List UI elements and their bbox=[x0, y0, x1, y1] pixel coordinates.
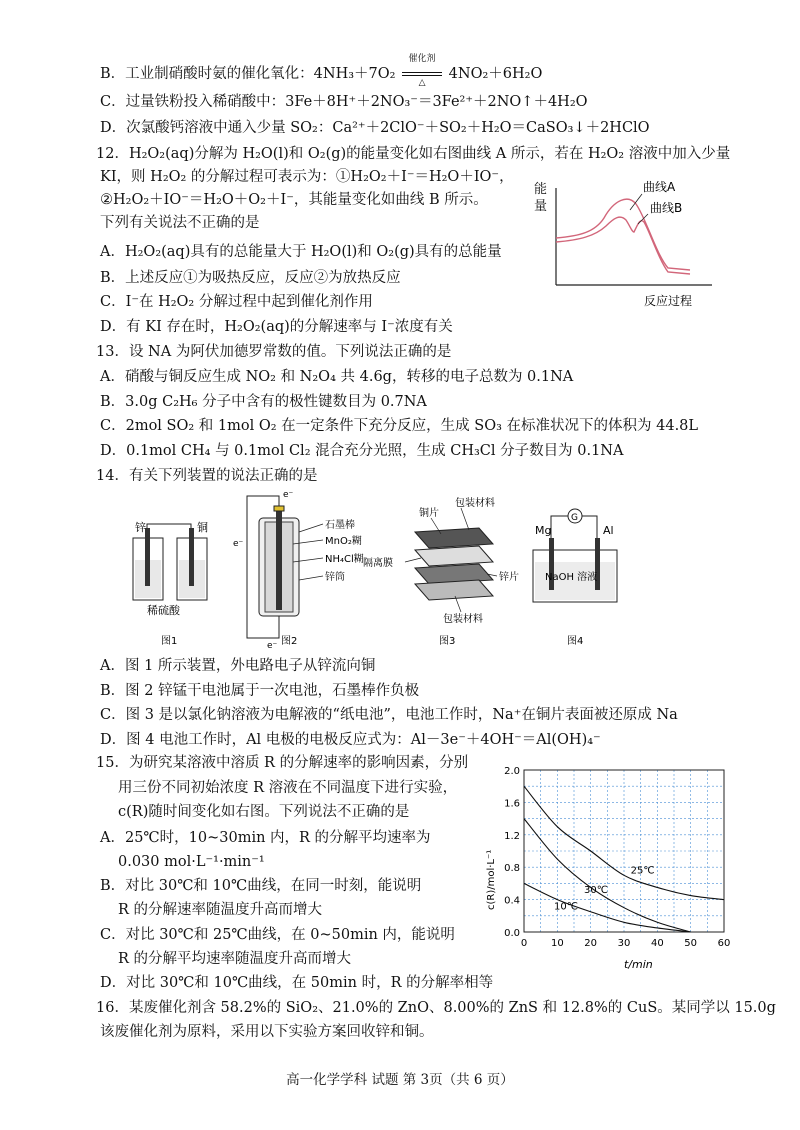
fig3-zn-sheet bbox=[415, 564, 493, 584]
fig3-pointer-pack1 bbox=[461, 508, 469, 530]
fig1-caption: 图1 bbox=[161, 636, 178, 647]
x-tick-label: 10 bbox=[550, 938, 564, 949]
q14-stem: 14．有关下列装置的说法正确的是 bbox=[96, 468, 318, 484]
fig3-zn-label: 锌片 bbox=[499, 572, 519, 583]
q13-option-d: D．0.1mol CH₄ 与 0.1mol Cl₂ 混合充分光照，生成 CH₃Cl 分子数目为 0.1NA bbox=[100, 443, 624, 459]
q14-option-c: C．图 3 是以氯化钠溶液为电解液的“纸电池”，电池工作时，Na⁺在铜片表面被还原成 Na bbox=[100, 707, 678, 723]
fig1-zn-electrode bbox=[145, 528, 150, 586]
q15-option-b: B．对比 30℃和 10℃曲线，在同一时刻，能说明 bbox=[100, 878, 422, 894]
q13-option-b: B．3.0g C₂H₆ 分子中含有的极性键数目为 0.7NA bbox=[100, 394, 427, 410]
q11-b-text-part: B．工业制硝酸时氨的催化氧化：4NH₃＋7O₂ bbox=[100, 66, 396, 82]
q14-option-d: D．图 4 电池工作时，Al 电极的电极反应式为：Al－3e⁻＋4OH⁻＝Al(OH)₄⁻ bbox=[100, 732, 601, 748]
page-footer: 高一化学学科 试题 第 3页（共 6 页） bbox=[286, 1072, 514, 1088]
fig4-g-label: G bbox=[571, 513, 578, 523]
fig3-cu-label: 铜片 bbox=[419, 508, 439, 519]
series-label-10℃: 10℃ bbox=[554, 901, 578, 913]
fig2-caption: 图2 bbox=[281, 636, 298, 647]
q12-option-d: D．有 KI 存在时，H₂O₂(aq)的分解速率与 I⁻浓度有关 bbox=[100, 319, 453, 335]
fig3-separator-label: 隔离膜 bbox=[363, 558, 393, 569]
x-tick-label: 0 bbox=[520, 938, 528, 949]
q12-option-a: A．H₂O₂(aq)具有的总能量大于 H₂O(l)和 O₂(g)具有的总能量 bbox=[100, 244, 502, 260]
y-tick-label: 0.0 bbox=[504, 928, 520, 939]
q13-option-c: C．2mol SO₂ 和 1mol O₂ 在一定条件下充分反应，生成 SO₃ 在标准状况下的体积为 44.8L bbox=[100, 418, 699, 434]
fig1-wire bbox=[147, 524, 191, 528]
fig3-pack-bottom bbox=[415, 580, 493, 600]
series-label-30℃: 30℃ bbox=[584, 885, 608, 897]
q11-option-c: C．过量铁粉投入稀硝酸中：3Fe＋8H⁺＋2NO₃⁻＝3Fe²⁺＋2NO↑＋4H₂O bbox=[100, 94, 588, 110]
q12-option-b: B．上述反应①为吸热反应，反应②为放热反应 bbox=[100, 270, 401, 286]
fig1-cu-label: 铜 bbox=[197, 521, 208, 534]
y-tick-label: 1.6 bbox=[504, 798, 520, 810]
q11-option-b bbox=[100, 54, 543, 88]
heat-label: △ bbox=[418, 78, 426, 88]
q16-stem-line1: 16．某废催化剂含 58.2%的 SiO₂、21.0%的 ZnO、8.00%的 ZnS 和 12.8%的 CuS。某同学以 15.0g bbox=[96, 1000, 776, 1016]
x-tick-label: 60 bbox=[717, 938, 731, 949]
curve-b-label: 曲线B bbox=[650, 201, 683, 215]
q15-option-d: D．对比 30℃和 10℃曲线，在 50min 时，R 的分解率相等 bbox=[100, 975, 494, 991]
fig3-separator bbox=[415, 546, 493, 566]
fig3-pointer-separator bbox=[405, 558, 421, 562]
q15-option-a-rate: 0.030 mol·L⁻¹·min⁻¹ bbox=[118, 854, 265, 870]
q15-stem-line3: c(R)随时间变化如右图。下列说法不正确的是 bbox=[118, 804, 410, 820]
figure-2 bbox=[233, 490, 364, 650]
curve-a-label: 曲线A bbox=[643, 180, 676, 194]
q12-stem-line3: ②H₂O₂＋IO⁻＝H₂O＋O₂＋I⁻，其能量变化如曲线 B 所示。 bbox=[100, 192, 488, 208]
fig2-electron-top: e⁻ bbox=[283, 490, 294, 500]
q12-stem-line1: 12．H₂O₂(aq)分解为 H₂O(l)和 O₂(g)的能量变化如右图曲线 A 所示，若在 H₂O₂ 溶液中加入少量 bbox=[96, 146, 731, 162]
q12-stem-line2: KI，则 H₂O₂ 的分解过程可表示为：①H₂O₂＋I⁻＝H₂O＋IO⁻， bbox=[100, 169, 514, 185]
fig4-caption: 图4 bbox=[567, 636, 584, 647]
x-tick-label: 50 bbox=[684, 938, 698, 949]
q13-stem: 13．设 NA 为阿伏加德罗常数的值。下列说法正确的是 bbox=[96, 344, 452, 360]
fig4-al-label: Al bbox=[603, 524, 614, 537]
curve-a-pointer bbox=[630, 194, 642, 210]
x-tick-label: 30 bbox=[617, 938, 631, 949]
q15-option-c-cont: R 的分解平均速率随温度升高而增大 bbox=[118, 951, 352, 967]
fig1-cu-electrode bbox=[189, 528, 194, 586]
q14-option-b: B．图 2 锌锰干电池属于一次电池，石墨棒作负极 bbox=[100, 683, 420, 699]
fig2-pointer-zn bbox=[299, 576, 323, 580]
q13-option-a: A．硝酸与铜反应生成 NO₂ 和 N₂O₄ 共 4.6g，转移的电子总数为 0.1NA bbox=[100, 369, 574, 385]
x-axis-title: t/min bbox=[624, 958, 653, 971]
y-tick-label: 0.4 bbox=[504, 895, 520, 907]
fig4-mg-label: Mg bbox=[535, 524, 552, 537]
series-label-25℃: 25℃ bbox=[630, 865, 655, 877]
fig2-electron-left: e⁻ bbox=[233, 539, 244, 549]
y-tick-label: 0.8 bbox=[504, 863, 520, 875]
q12-stem-line4: 下列有关说法不正确的是 bbox=[100, 215, 260, 231]
fig2-nh4cl-label: NH₄Cl糊 bbox=[325, 554, 364, 565]
fig4-naoh-label: NaOH 溶液 bbox=[545, 572, 598, 583]
fig2-graphite-rod bbox=[276, 510, 282, 610]
figure-4 bbox=[533, 509, 617, 647]
fig3-cu-sheet bbox=[415, 528, 493, 548]
figure-3 bbox=[363, 496, 519, 647]
x-tick-label: 40 bbox=[650, 938, 664, 949]
chart-axes bbox=[504, 766, 730, 949]
q15-stem-line1: 15．为研究某溶液中溶质 R 的分解速率的影响因素，分别 bbox=[96, 755, 469, 771]
energy-diagram bbox=[540, 180, 720, 310]
chart-labels bbox=[554, 866, 655, 913]
reaction-condition bbox=[400, 54, 444, 88]
fig3-pack2-label: 包装材料 bbox=[443, 614, 483, 625]
fig2-graphite-label: 石墨棒 bbox=[325, 520, 355, 531]
y-axis-title: c(R)/mol·L⁻¹ bbox=[486, 849, 497, 910]
y-tick-label: 1.2 bbox=[504, 830, 520, 842]
q16-stem-line2: 该废催化剂为原料，采用以下实验方案回收锌和铜。 bbox=[100, 1024, 434, 1040]
fig2-electron-bottom: e⁻ bbox=[267, 641, 278, 650]
curve-b-path bbox=[556, 217, 690, 274]
fig2-mno2-label: MnO₂糊 bbox=[325, 536, 362, 547]
y-tick-label: 2.0 bbox=[504, 766, 520, 777]
q15-option-b-cont: R 的分解速率随温度升高而增大 bbox=[118, 902, 323, 918]
q15-option-c: C．对比 30℃和 25℃曲线，在 0~50min 内，能说明 bbox=[100, 927, 455, 943]
fig3-caption: 图3 bbox=[439, 636, 456, 647]
fig4-wire-right bbox=[582, 516, 597, 538]
q11-b-product: 4NO₂＋6H₂O bbox=[448, 66, 543, 82]
fig4-wire-left bbox=[551, 516, 568, 538]
fig3-pack1-label: 包装材料 bbox=[455, 498, 495, 509]
fig2-zn-label: 锌筒 bbox=[325, 572, 345, 583]
q15-stem-line2: 用三份不同初始浓度 R 溶液在不同温度下进行实验， bbox=[118, 780, 458, 796]
x-tick-label: 20 bbox=[584, 938, 598, 949]
q11-option-d: D．次氯酸钙溶液中通入少量 SO₂：Ca²⁺＋2ClO⁻＋SO₂＋H₂O＝CaSO₃↓＋2HClO bbox=[100, 120, 650, 136]
q12-option-c: C．I⁻在 H₂O₂ 分解过程中起到催化剂作用 bbox=[100, 294, 373, 310]
catalyst-label: 催化剂 bbox=[408, 54, 436, 64]
device-figures bbox=[125, 488, 765, 650]
fig2-pointer-graphite bbox=[299, 524, 323, 532]
energy-x-label: 反应过程 bbox=[644, 294, 693, 308]
concentration-chart bbox=[482, 760, 752, 972]
q14-option-a: A．图 1 所示装置，外电路电子从锌流向铜 bbox=[100, 658, 376, 674]
q15-option-a: A．25℃时，10~30min 内，R 的分解平均速率为 bbox=[100, 830, 431, 846]
energy-y-label: 能量 bbox=[534, 182, 548, 214]
figure-1 bbox=[133, 520, 208, 647]
fig1-zn-label: 锌 bbox=[135, 521, 146, 534]
fig2-cap bbox=[274, 506, 284, 511]
fig1-acid-label: 稀硫酸 bbox=[147, 604, 180, 617]
